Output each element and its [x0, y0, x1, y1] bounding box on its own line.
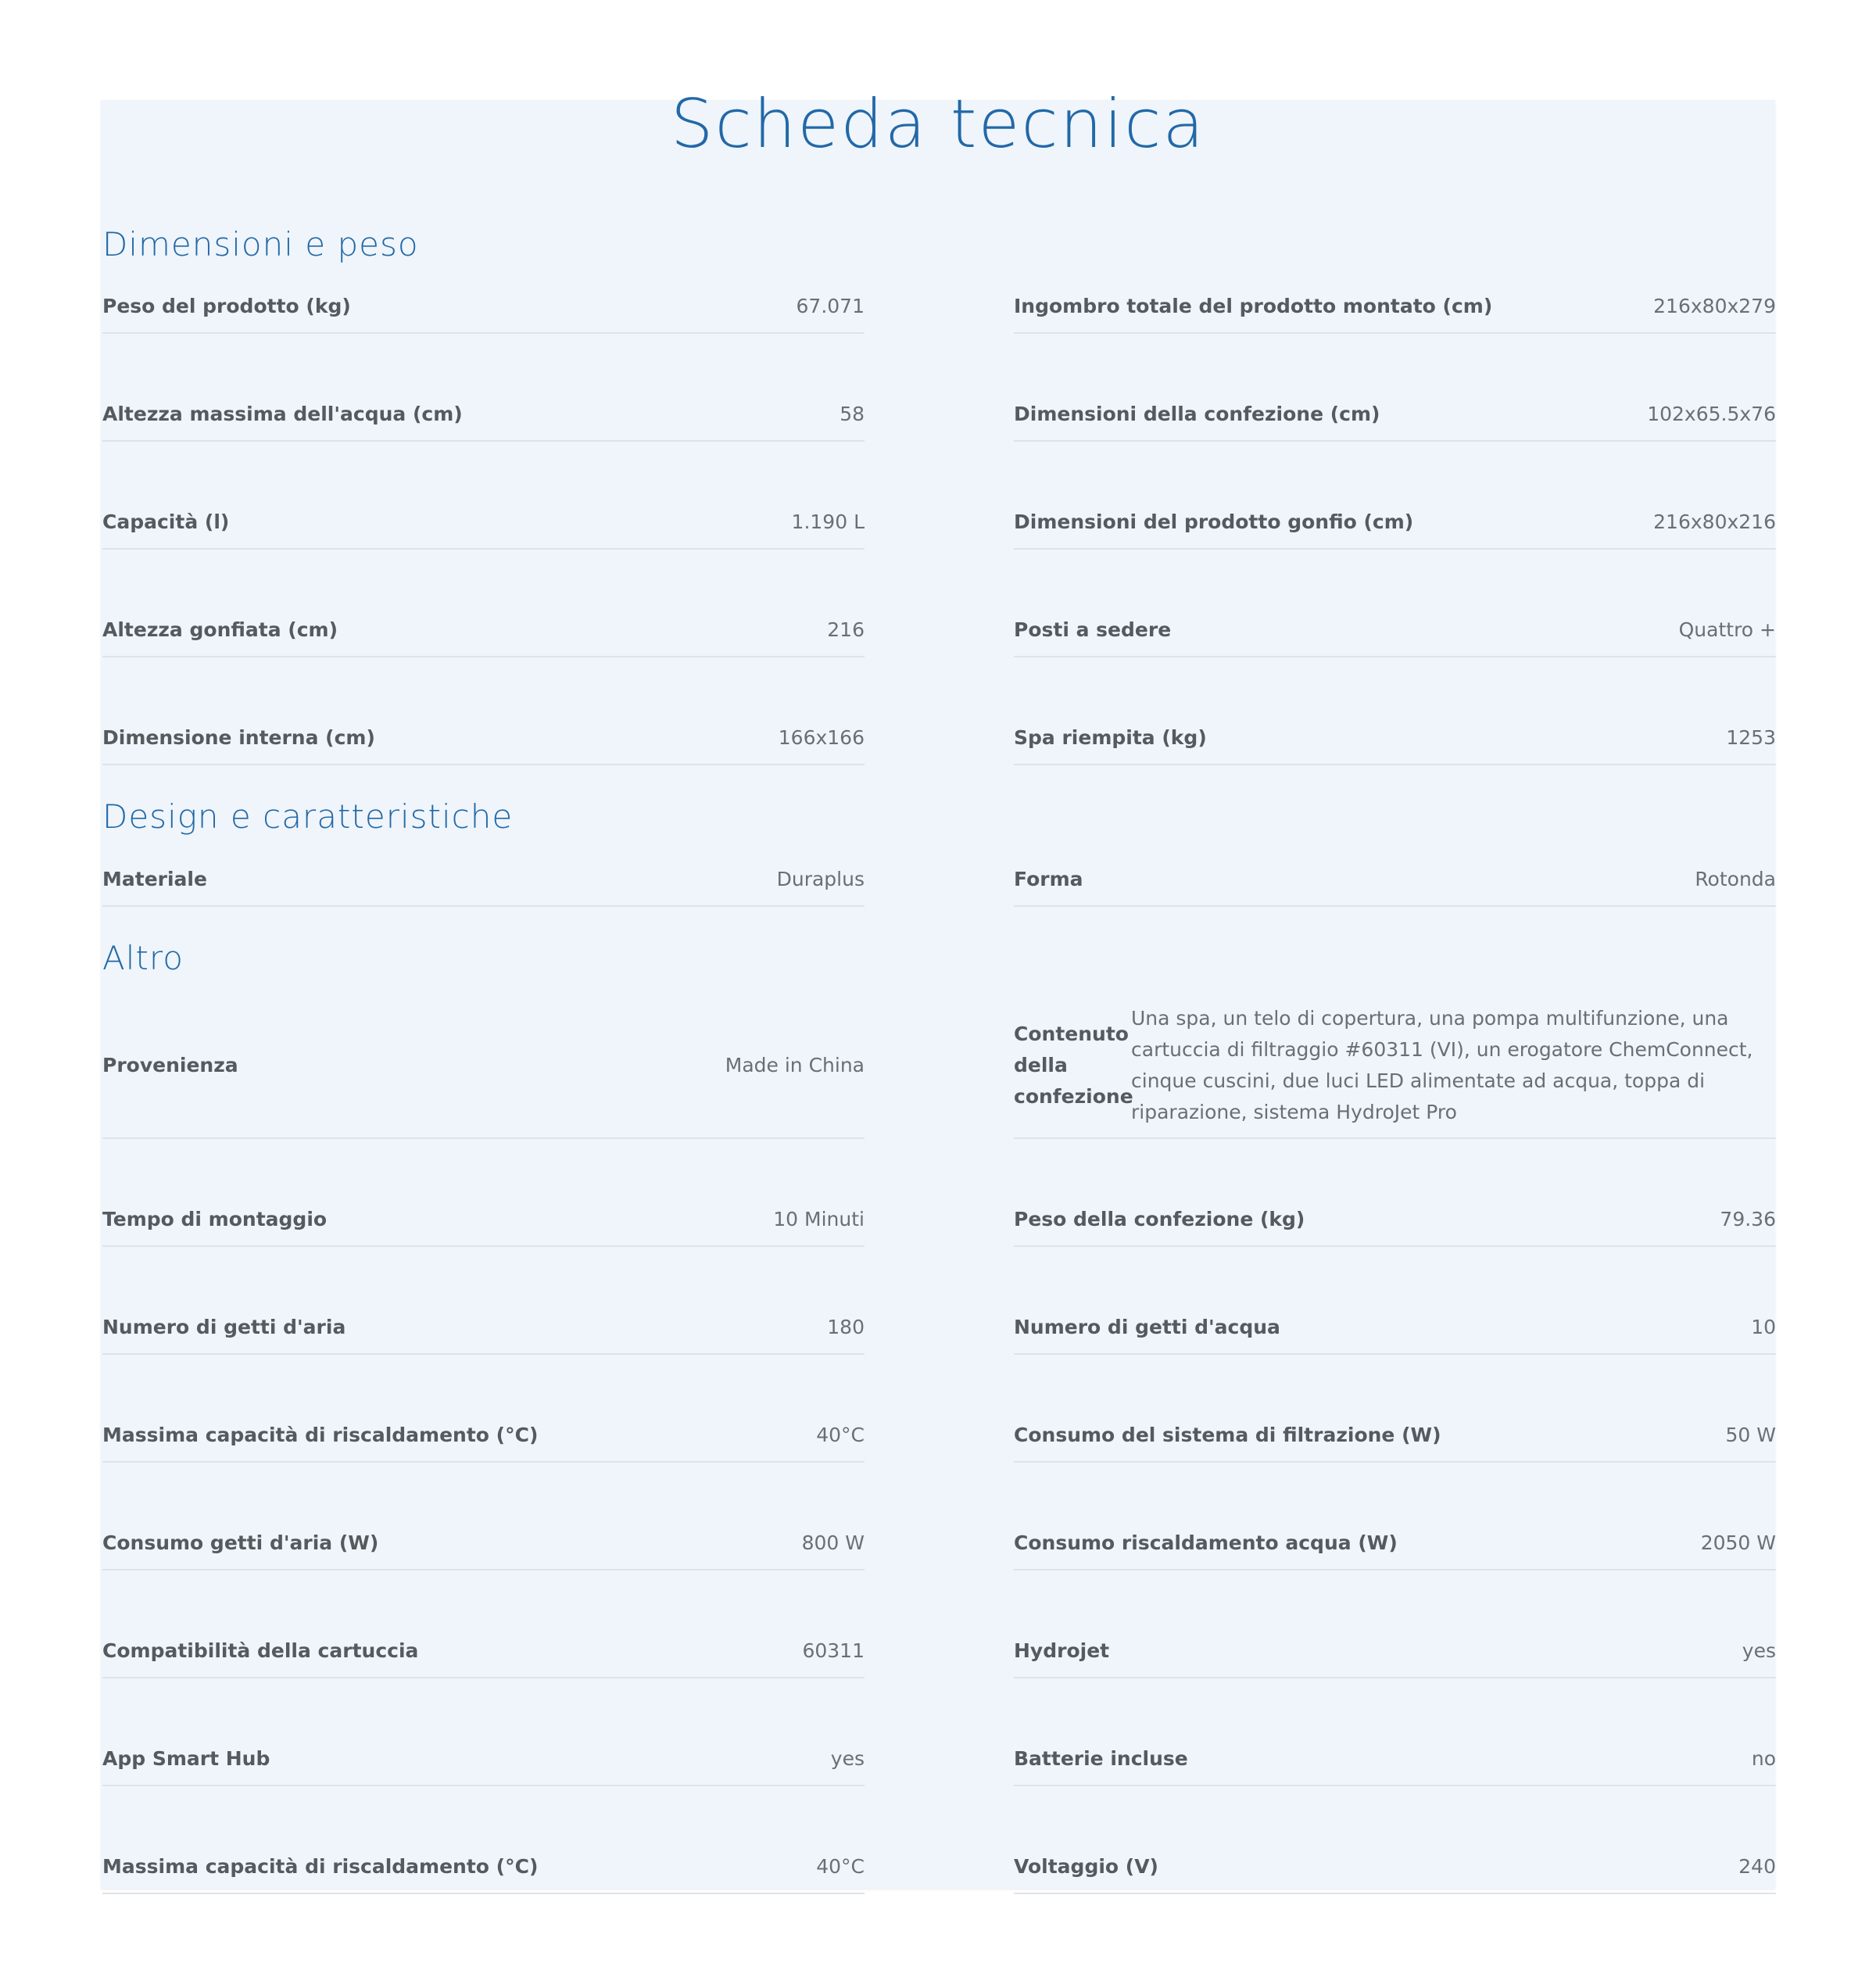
spec-label: Provenienza [102, 1054, 238, 1076]
spec-label: Peso della confezione (kg) [1014, 1207, 1305, 1230]
spec-label: Dimensioni della confezione (cm) [1014, 402, 1380, 425]
spec-row-ingombro-totale [1014, 279, 1776, 334]
spec-label: Massima capacità di riscaldamento (°C) [102, 1423, 539, 1446]
spec-value: 1.190 L [791, 510, 865, 533]
spec-value: 1253 [1726, 725, 1776, 749]
spec-value: 60311 [802, 1639, 865, 1662]
spec-value: 166x166 [778, 725, 865, 749]
spec-row-getti-aria [102, 1300, 865, 1355]
spec-value: 79.36 [1720, 1207, 1776, 1230]
spec-label: Dimensione interna (cm) [102, 725, 375, 749]
spec-value: 216x80x279 [1653, 294, 1776, 317]
spec-row-consumo-riscaldamento [1014, 1516, 1776, 1571]
spec-label: Spa riempita (kg) [1014, 725, 1207, 749]
section-title-design: Design e caratteristiche [102, 797, 514, 836]
spec-row-batterie [1014, 1732, 1776, 1786]
spec-label: Compatibilità della cartuccia [102, 1639, 419, 1662]
spec-value: 216 [827, 618, 865, 641]
spec-label: Altezza massima dell'acqua (cm) [102, 402, 463, 425]
spec-label: Consumo del sistema di filtrazione (W) [1014, 1423, 1441, 1446]
spec-value: 40°C [816, 1854, 865, 1878]
page-title: Scheda tecnica [670, 85, 1206, 163]
spec-row-getti-acqua [1014, 1300, 1776, 1355]
spec-value: 216x80x216 [1653, 510, 1776, 533]
spec-row-capacita [102, 495, 865, 550]
spec-label: Forma [1014, 867, 1083, 890]
spec-row-peso-prodotto [102, 279, 865, 334]
spec-value: Quattro + [1678, 618, 1776, 641]
spec-label: Peso del prodotto (kg) [102, 294, 351, 317]
spec-row-contenuto-confezione [1014, 993, 1776, 1139]
spec-label: Materiale [102, 867, 207, 890]
spec-value: 180 [827, 1315, 865, 1338]
spec-row-dimensioni-gonfio [1014, 495, 1776, 550]
spec-row-compatibilita-cartuccia [102, 1624, 865, 1678]
spec-label: Ingombro totale del prodotto montato (cm) [1014, 294, 1493, 317]
section-title-dimensioni: Dimensioni e peso [102, 225, 419, 263]
spec-value: 10 [1751, 1315, 1776, 1338]
spec-value: Rotonda [1695, 867, 1776, 890]
spec-row-riscaldamento-max-2 [102, 1839, 865, 1894]
spec-label: App Smart Hub [102, 1746, 270, 1770]
spec-value: no [1751, 1746, 1776, 1770]
spec-label: Posti a sedere [1014, 618, 1172, 641]
spec-value: 102x65.5x76 [1647, 402, 1776, 425]
spec-row-consumo-filtrazione [1014, 1408, 1776, 1463]
spec-value: 58 [840, 402, 865, 425]
spec-label: Tempo di montaggio [102, 1207, 328, 1230]
spec-label: Consumo getti d'aria (W) [102, 1531, 379, 1554]
spec-value: 67.071 [796, 294, 865, 317]
spec-row-riscaldamento-max [102, 1408, 865, 1463]
spec-row-forma [1014, 852, 1776, 907]
spec-row-tempo-montaggio [102, 1192, 865, 1247]
spec-value: yes [1742, 1639, 1776, 1662]
spec-row-hydrojet [1014, 1624, 1776, 1678]
spec-row-dimensione-interna [102, 711, 865, 765]
spec-value: Una spa, un telo di copertura, una pompa multifunzione, una cartuccia di filtraggio #60311 (VI), un erogatore ChemConnect, cinque cuscini, due luci LED alimentate ad acqua, toppa di riparazione, sistema HydroJet Pro [1131, 1006, 1753, 1123]
spec-row-app-smart-hub [102, 1732, 865, 1786]
spec-row-consumo-getti-aria [102, 1516, 865, 1571]
spec-label: Consumo riscaldamento acqua (W) [1014, 1531, 1398, 1554]
spec-row-altezza-acqua [102, 387, 865, 442]
spec-label: Contenuto della confezione [1014, 1022, 1133, 1108]
spec-label: Altezza gonfiata (cm) [102, 618, 338, 641]
spec-value: 40°C [816, 1423, 865, 1446]
spec-label: Massima capacità di riscaldamento (°C) [102, 1854, 539, 1878]
spec-row-voltaggio [1014, 1839, 1776, 1894]
section-title-altro: Altro [102, 939, 184, 977]
spec-value: yes [830, 1746, 865, 1770]
spec-value: 800 W [801, 1531, 865, 1554]
spec-row-altezza-gonfiata [102, 603, 865, 657]
spec-row-dimensioni-confezione [1014, 387, 1776, 442]
spec-label: Dimensioni del prodotto gonfio (cm) [1014, 510, 1414, 533]
spec-label: Hydrojet [1014, 1639, 1110, 1662]
spec-row-posti-sedere [1014, 603, 1776, 657]
spec-row-peso-confezione [1014, 1192, 1776, 1247]
spec-label: Batterie incluse [1014, 1746, 1188, 1770]
spec-value: 2050 W [1700, 1531, 1776, 1554]
spec-row-materiale [102, 852, 865, 907]
spec-value: Duraplus [776, 867, 865, 890]
spec-label: Numero di getti d'aria [102, 1315, 346, 1338]
spec-label: Numero di getti d'acqua [1014, 1315, 1280, 1338]
spec-label: Capacità (l) [102, 510, 230, 533]
spec-row-spa-riempita [1014, 711, 1776, 765]
spec-value: 10 Minuti [773, 1207, 865, 1230]
spec-value: 240 [1738, 1854, 1776, 1878]
spec-value: 50 W [1725, 1423, 1776, 1446]
spec-row-provenienza [102, 993, 865, 1139]
spec-value: Made in China [725, 1054, 865, 1076]
spec-label: Voltaggio (V) [1014, 1854, 1158, 1878]
